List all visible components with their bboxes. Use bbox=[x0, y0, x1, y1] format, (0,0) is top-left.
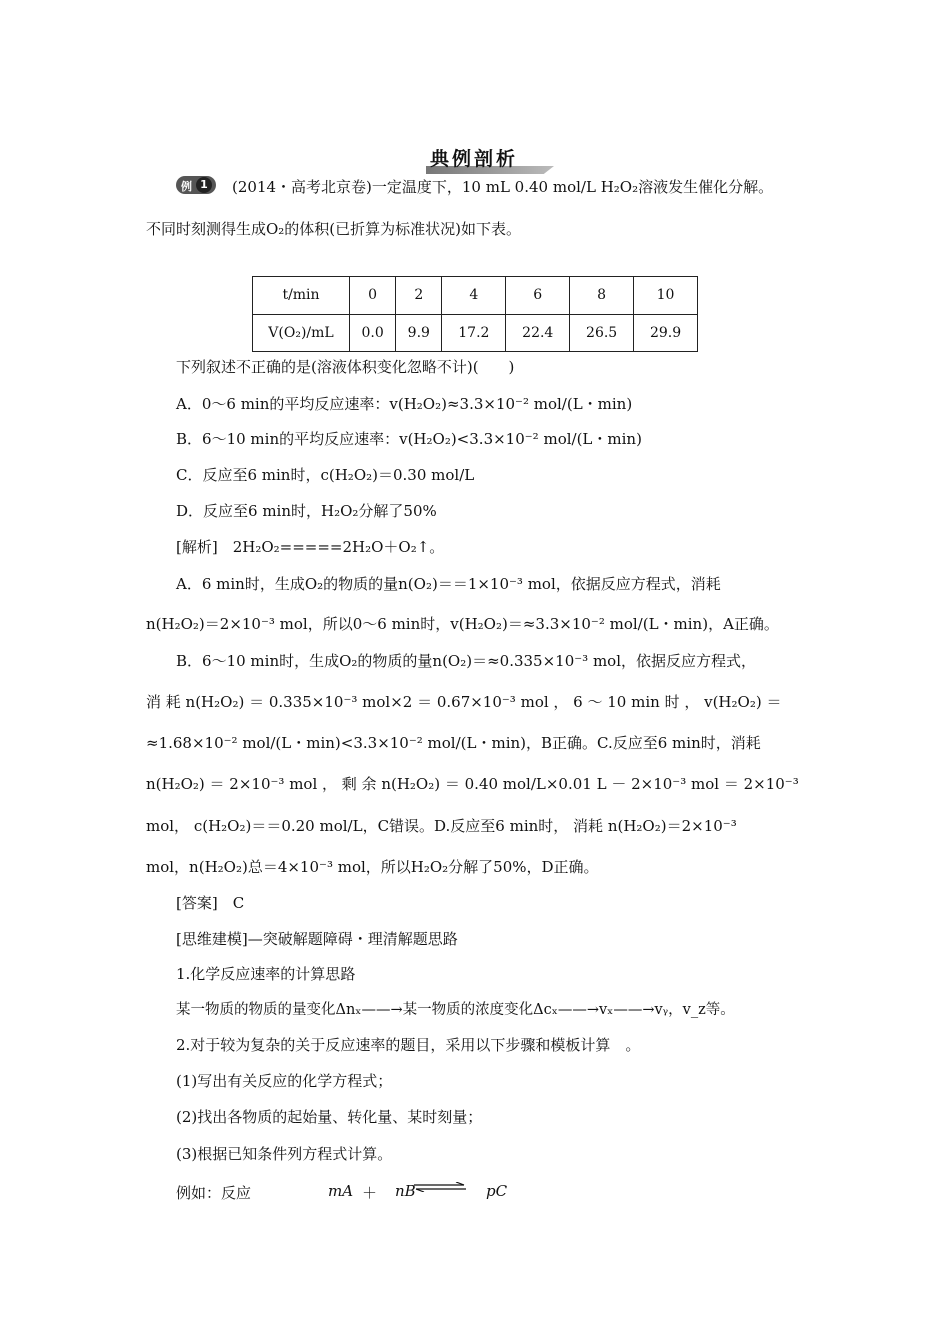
analysis-line: 消 耗 n(H₂O₂) ＝ 0.335×10⁻³ mol×2 ＝ 0.67×10⁻³ mol ， 6 ～ 10 min 时 ， v(H₂O₂) ＝ bbox=[146, 693, 782, 711]
modeling-step: (1)写出有关反应的化学方程式； bbox=[176, 1072, 393, 1090]
table-cell: 2 bbox=[396, 277, 442, 315]
question-line-2: 不同时刻测得生成O₂的体积(已折算为标准状况)如下表。 bbox=[146, 220, 522, 238]
example-reactant-a: mA bbox=[328, 1182, 354, 1200]
table-row-label: V(O₂)/mL bbox=[253, 314, 350, 352]
question-line-1: (2014・高考北京卷)一定温度下，10 mL 0.40 mol/L H₂O₂溶液发生催化分解。 bbox=[232, 178, 774, 196]
analysis-line: mol，n(H₂O₂)总＝4×10⁻³ mol，所以H₂O₂分解了50%，D正确。 bbox=[146, 858, 599, 876]
data-table bbox=[252, 276, 698, 352]
modeling-item-2-title: 2.对于较为复杂的关于反应速率的题目，采用以下步骤和模板计算 。 bbox=[176, 1036, 641, 1054]
question-prompt: 下列叙述不正确的是(溶液体积变化忽略不计)( ) bbox=[176, 358, 515, 376]
table-cell: 8 bbox=[570, 277, 634, 315]
option-d: D．反应至6 min时，H₂O₂分解了50% bbox=[176, 502, 437, 520]
example-product-c: pC bbox=[486, 1182, 508, 1200]
example-badge bbox=[176, 176, 216, 194]
analysis-line: mol， c(H₂O₂)＝＝0.20 mol/L，C错误。D.反应至6 min时， 消耗 n(H₂O₂)＝2×10⁻³ bbox=[146, 817, 737, 835]
table-header-label: t/min bbox=[253, 277, 350, 315]
section-title: 典例剖析 bbox=[430, 148, 519, 170]
analysis-line: ≈1.68×10⁻² mol/(L・min)<3.3×10⁻² mol/(L・min)，B正确。C.反应至6 min时，消耗 bbox=[146, 734, 761, 752]
table-cell: 0 bbox=[350, 277, 396, 315]
analysis-header: [解析] 2H₂O₂=====2H₂O＋O₂↑。 bbox=[176, 538, 445, 556]
answer: [答案] C bbox=[176, 894, 245, 912]
modeling-item-1-body: 某一物质的物质的量变化Δnₓ——→某一物质的浓度变化Δcₓ——→vₓ——→vᵧ，v_z等。 bbox=[176, 1002, 735, 1018]
table-cell: 0.0 bbox=[350, 314, 396, 352]
example-reactant-b: nB bbox=[395, 1182, 416, 1200]
table-cell: 9.9 bbox=[396, 314, 442, 352]
table-cell: 4 bbox=[442, 277, 506, 315]
equilibrium-arrow-icon bbox=[414, 1182, 466, 1192]
table-cell: 10 bbox=[634, 277, 698, 315]
modeling-header: [思维建模]—突破解题障碍・理清解题思路 bbox=[176, 930, 458, 948]
example-label: 例如：反应 bbox=[176, 1184, 252, 1202]
table-cell: 6 bbox=[506, 277, 570, 315]
modeling-step: (3)根据已知条件列方程式计算。 bbox=[176, 1145, 393, 1163]
table-cell: 22.4 bbox=[506, 314, 570, 352]
analysis-line: A．6 min时，生成O₂的物质的量n(O₂)＝＝1×10⁻³ mol，依据反应方程式，消耗 bbox=[176, 575, 721, 593]
table-row bbox=[253, 277, 698, 315]
analysis-line: n(H₂O₂) ＝ 2×10⁻³ mol ， 剩 余 n(H₂O₂) ＝ 0.40 mol/L×0.01 L － 2×10⁻³ mol ＝ 2×10⁻³ bbox=[146, 775, 799, 793]
option-b: B．6～10 min的平均反应速率：v(H₂O₂)<3.3×10⁻² mol/(L・min) bbox=[176, 430, 642, 448]
table-cell: 17.2 bbox=[442, 314, 506, 352]
analysis-line: n(H₂O₂)＝2×10⁻³ mol，所以0～6 min时，v(H₂O₂)＝≈3.3×10⁻² mol/(L・min)，A正确。 bbox=[146, 615, 779, 633]
option-a: A．0～6 min的平均反应速率：v(H₂O₂)≈3.3×10⁻² mol/(L・min) bbox=[176, 395, 633, 413]
table-cell: 29.9 bbox=[634, 314, 698, 352]
modeling-step: (2)找出各物质的起始量、转化量、某时刻量； bbox=[176, 1108, 483, 1126]
section-title-block bbox=[420, 146, 556, 176]
analysis-line: B．6～10 min时，生成O₂的物质的量n(O₂)＝≈0.335×10⁻³ mol，依据反应方程式， bbox=[176, 652, 757, 670]
example-badge-number: 1 bbox=[196, 177, 212, 193]
table-cell: 26.5 bbox=[570, 314, 634, 352]
modeling-item-1-title: 1.化学反应速率的计算思路 bbox=[176, 965, 356, 983]
option-c: C．反应至6 min时，c(H₂O₂)＝0.30 mol/L bbox=[176, 466, 475, 484]
table-row bbox=[253, 314, 698, 352]
example-badge-label: 例 bbox=[181, 180, 192, 193]
example-plus: ＋ bbox=[362, 1184, 378, 1202]
